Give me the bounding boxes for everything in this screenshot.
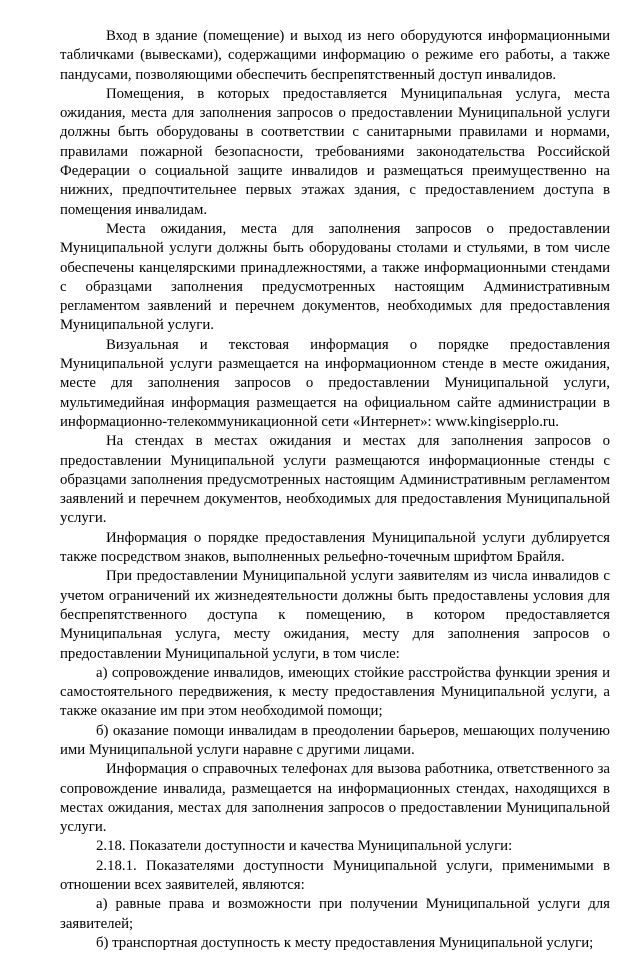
list-item-a-equal-rights: а) равные права и возможности при получении Муниципальной услуги для заявителей;	[60, 896, 610, 932]
paragraph-stands: На стендах в местах ожидания и местах для заполнения запросов о предоставлении Муниципальной услуги размещаются информационные стенды с образцами заполнения предусмотренных настоящим Административным регламентом заявлений и перечнем документов, необходимых для предоставления Муниципальной услуги.	[60, 433, 610, 527]
section-heading-2-18: 2.18. Показатели доступности и качества Муниципальной услуги:	[96, 838, 513, 855]
paragraph-waiting-places: Места ожидания, места для заполнения запросов о предоставлении Муниципальной услуги должны быть оборудованы столами и стульями, в том числе обеспечены канцелярскими принадлежностями, а также информационными стендами с образцами заполнения предусмотренных настоящим Административным регламентом заявлений и перечнем документов, необходимых для предоставления Муниципальной услуги.	[60, 220, 610, 334]
paragraph-2-18-1: 2.18.1. Показателями доступности Муниципальной услуги, применимыми в отношении всех заявителей, являются:	[60, 857, 610, 894]
paragraph-reference-phones: Информация о справочных телефонах для вызова работника, ответственного за сопровождение инвалида, размещается на информационных стендах, находящихся в местах ожидания, местах для заполнения запросов о предоставлении Муниципальной услуги.	[60, 761, 610, 836]
list-item-a-escort: а) сопровождение инвалидов, имеющих стойкие расстройства функции зрения и самостоятельного передвижения, к месту предоставления Муниципальной услуги, а также оказание им при этом необходимой помощи;	[60, 664, 610, 720]
paragraph-entrance: Вход в здание (помещение) и выход из него оборудуются информационными табличками (вывесками), содержащими информацию о режиме его работы, а также пандусами, позволяющими обеспечить беспрепятственный доступ инвалидов.	[60, 28, 610, 83]
paragraph-braille: Информация о порядке предоставления Муниципальной услуги дублируется также посредством знаков, выполненных рельефно-точечным шрифтом Брайля.	[60, 529, 610, 566]
paragraph-disabled-access: При предоставлении Муниципальной услуги заявителям из числа инвалидов с учетом ограничений их жизнедеятельности должны быть предоставлены условия для беспрепятственного доступа к помещению, в котором предоставляется Муниципальная услуга, месту ожидания, месту для заполнения запросов о предоставлении Муниципальной услуги, в том числе:	[60, 568, 610, 662]
paragraph-premises: Помещения, в которых предоставляется Муниципальная услуга, места ожидания, места для заполнения запросов о предоставлении Муниципальной услуги должны быть оборудованы в соответствии с санитарными правилами и нормами, правилами пожарной безопасности, требованиями законодательства Российской Федерации о социальной защите инвалидов и размещаться преимущественно на нижних, предпочтительнее первых этажах здания, с предоставлением доступа в помещения инвалидам.	[60, 85, 610, 218]
paragraph-visual-info: Визуальная и текстовая информация о порядке предоставления Муниципальной услуги размещается на информационном стенде в месте ожидания, месте для заполнения запросов о предоставлении Муниципальной услуги, мультимедийная информация размещается на официальном сайте администрации в информационно-телекоммуникационной сети «Интернет»: www.kingisepplo.ru.	[60, 336, 610, 430]
list-item-b-assistance: б) оказание помощи инвалидам в преодолении барьеров, мешающих получению ими Муниципальной услуги наравне с другими лицами.	[60, 722, 610, 758]
list-item-b-transport: б) транспортная доступность к месту предоставления Муниципальной услуги;	[96, 934, 594, 951]
